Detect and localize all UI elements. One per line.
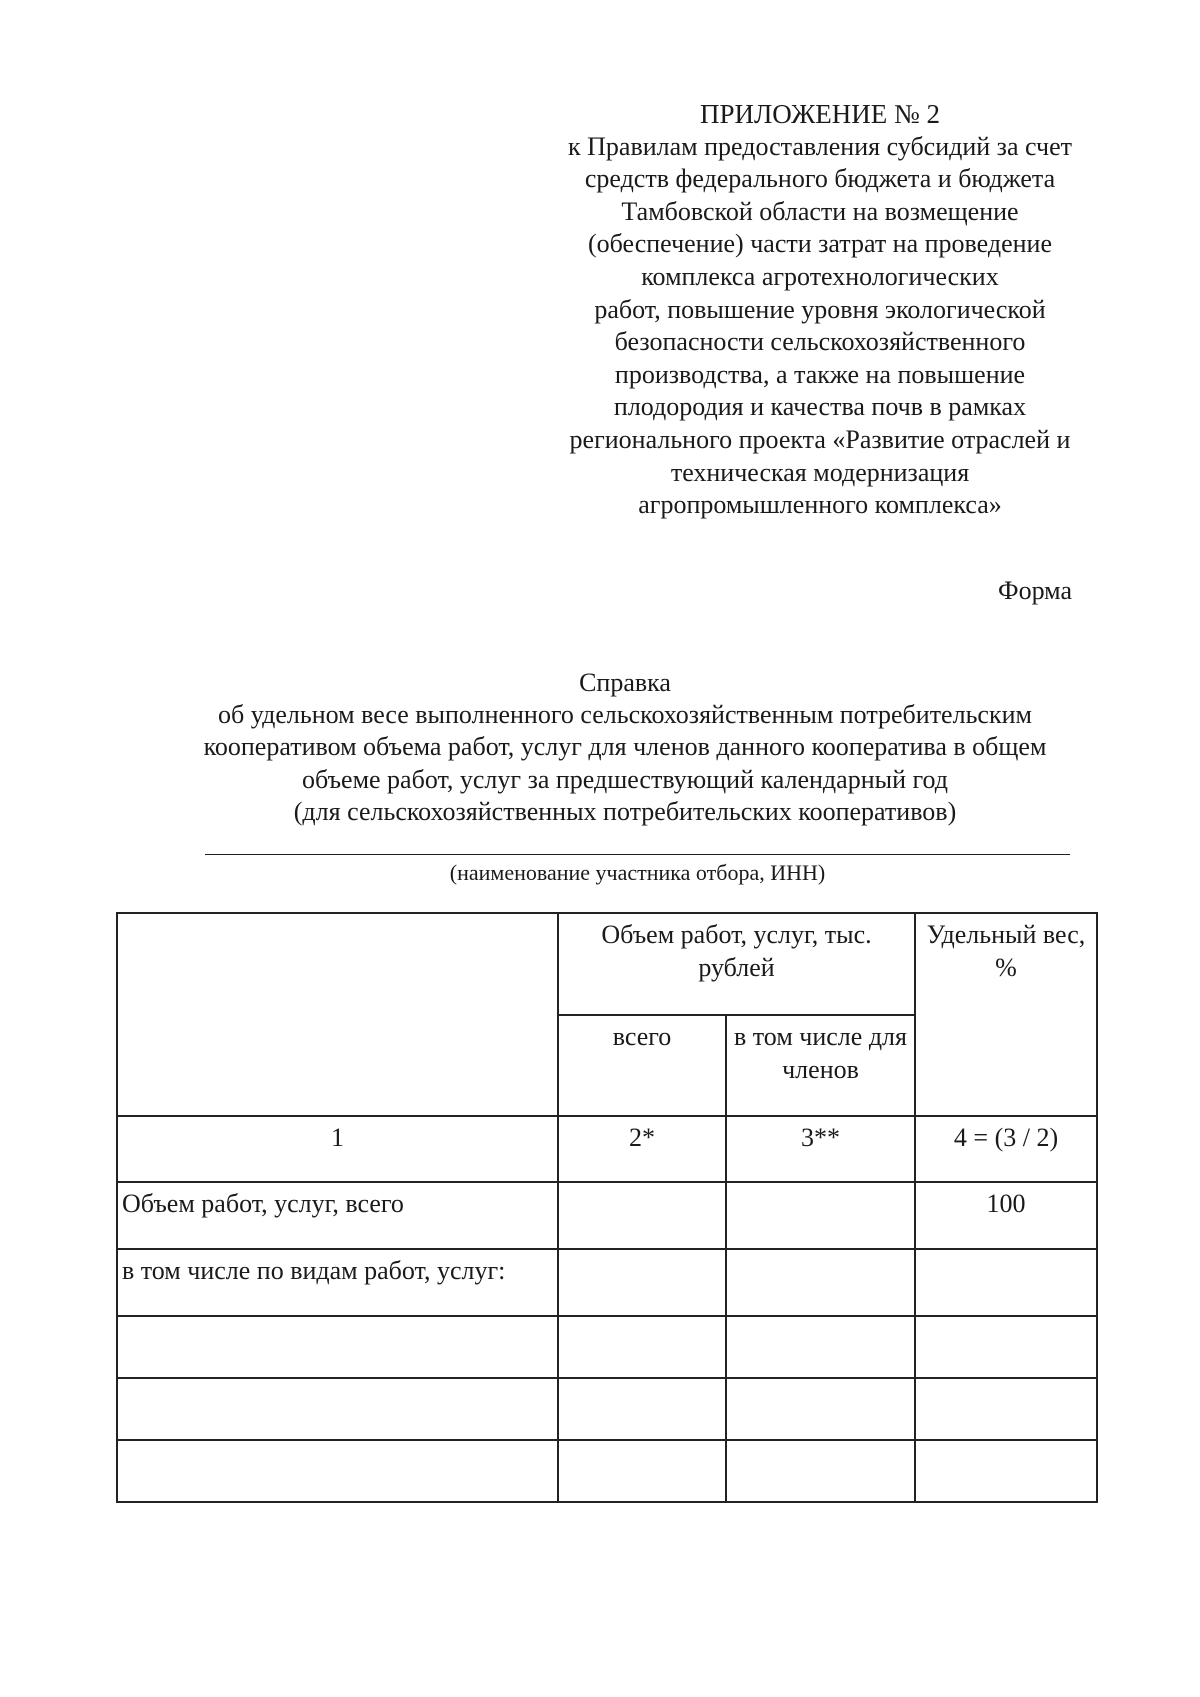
appendix-line: работ, повышение уровня экологической bbox=[594, 294, 1046, 324]
data-table bbox=[116, 912, 1098, 1503]
table-row bbox=[117, 1249, 1097, 1316]
certificate-line: (для сельскохозяйственных потребительских кооперативов) bbox=[293, 796, 957, 826]
table-cell bbox=[558, 1182, 726, 1249]
table-cell bbox=[726, 1316, 915, 1378]
table-cell bbox=[726, 1249, 915, 1316]
table-cell: Объем работ, услуг, всего bbox=[117, 1182, 558, 1249]
table-cell bbox=[558, 1378, 726, 1440]
certificate-line: об удельном весе выполненного сельскохозяйственным потребительским bbox=[218, 700, 1032, 730]
form-label: Форма bbox=[998, 576, 1072, 605]
table-cell bbox=[558, 1316, 726, 1378]
table-cell bbox=[915, 1249, 1097, 1316]
appendix-title: ПРИЛОЖЕНИЕ № 2 bbox=[699, 99, 941, 129]
table-cell bbox=[117, 1316, 558, 1378]
appendix-line: плодородия и качества почв в рамках bbox=[613, 392, 1027, 422]
table-cell bbox=[117, 1440, 558, 1502]
header-share: Удельный вес, % bbox=[915, 913, 1097, 1116]
header-empty-cell bbox=[117, 913, 558, 1116]
appendix-line: средств федерального бюджета и бюджета bbox=[584, 164, 1056, 194]
column-number: 2* bbox=[558, 1116, 726, 1182]
appendix-line: комплекса агротехнологических bbox=[641, 261, 999, 291]
header-volume: Объем работ, услуг, тыс. рублей bbox=[558, 913, 915, 1015]
table-row bbox=[117, 1182, 1097, 1249]
certificate-line: кооперативом объема работ, услуг для членов данного кооператива в общем bbox=[203, 732, 1047, 762]
table-cell bbox=[915, 1378, 1097, 1440]
appendix-line: регионального проекта «Развитие отраслей и bbox=[569, 424, 1071, 454]
table-row bbox=[117, 1440, 1097, 1502]
table-cell bbox=[558, 1249, 726, 1316]
table-cell: в том числе по видам работ, услуг: bbox=[117, 1249, 558, 1316]
column-number: 1 bbox=[117, 1116, 558, 1182]
appendix-line: производства, а также на повышение bbox=[614, 359, 1026, 389]
appendix-line: к Правилам предоставления субсидий за счет bbox=[568, 131, 1072, 161]
table-cell bbox=[558, 1440, 726, 1502]
appendix-line: техническая модернизация bbox=[670, 457, 970, 487]
appendix-block bbox=[530, 98, 1110, 522]
table-cell bbox=[915, 1316, 1097, 1378]
table-row bbox=[117, 1378, 1097, 1440]
appendix-line: безопасности сельскохозяйственного bbox=[614, 327, 1026, 357]
table-row bbox=[117, 1316, 1097, 1378]
table-cell bbox=[915, 1440, 1097, 1502]
participant-caption: (наименование участника отбора, ИНН) bbox=[449, 860, 826, 885]
certificate-heading bbox=[110, 667, 1140, 828]
certificate-line: объеме работ, услуг за предшествующий календарный год bbox=[302, 764, 948, 794]
appendix-line: Тамбовской области на возмещение bbox=[621, 196, 1019, 226]
column-number: 4 = (3 / 2) bbox=[915, 1116, 1097, 1182]
table-cell bbox=[726, 1182, 915, 1249]
certificate-title: Справка bbox=[579, 668, 671, 697]
header-total: всего bbox=[558, 1015, 726, 1116]
table-cell bbox=[726, 1440, 915, 1502]
table-cell: 100 bbox=[915, 1182, 1097, 1249]
appendix-line: (обеспечение) части затрат на проведение bbox=[587, 229, 1053, 259]
appendix-line: агропромышленного комплекса» bbox=[638, 490, 1002, 520]
participant-name-line bbox=[205, 854, 1070, 855]
column-number: 3** bbox=[726, 1116, 915, 1182]
table-cell bbox=[726, 1378, 915, 1440]
header-members: в том числе для членов bbox=[726, 1015, 915, 1116]
table-cell bbox=[117, 1378, 558, 1440]
